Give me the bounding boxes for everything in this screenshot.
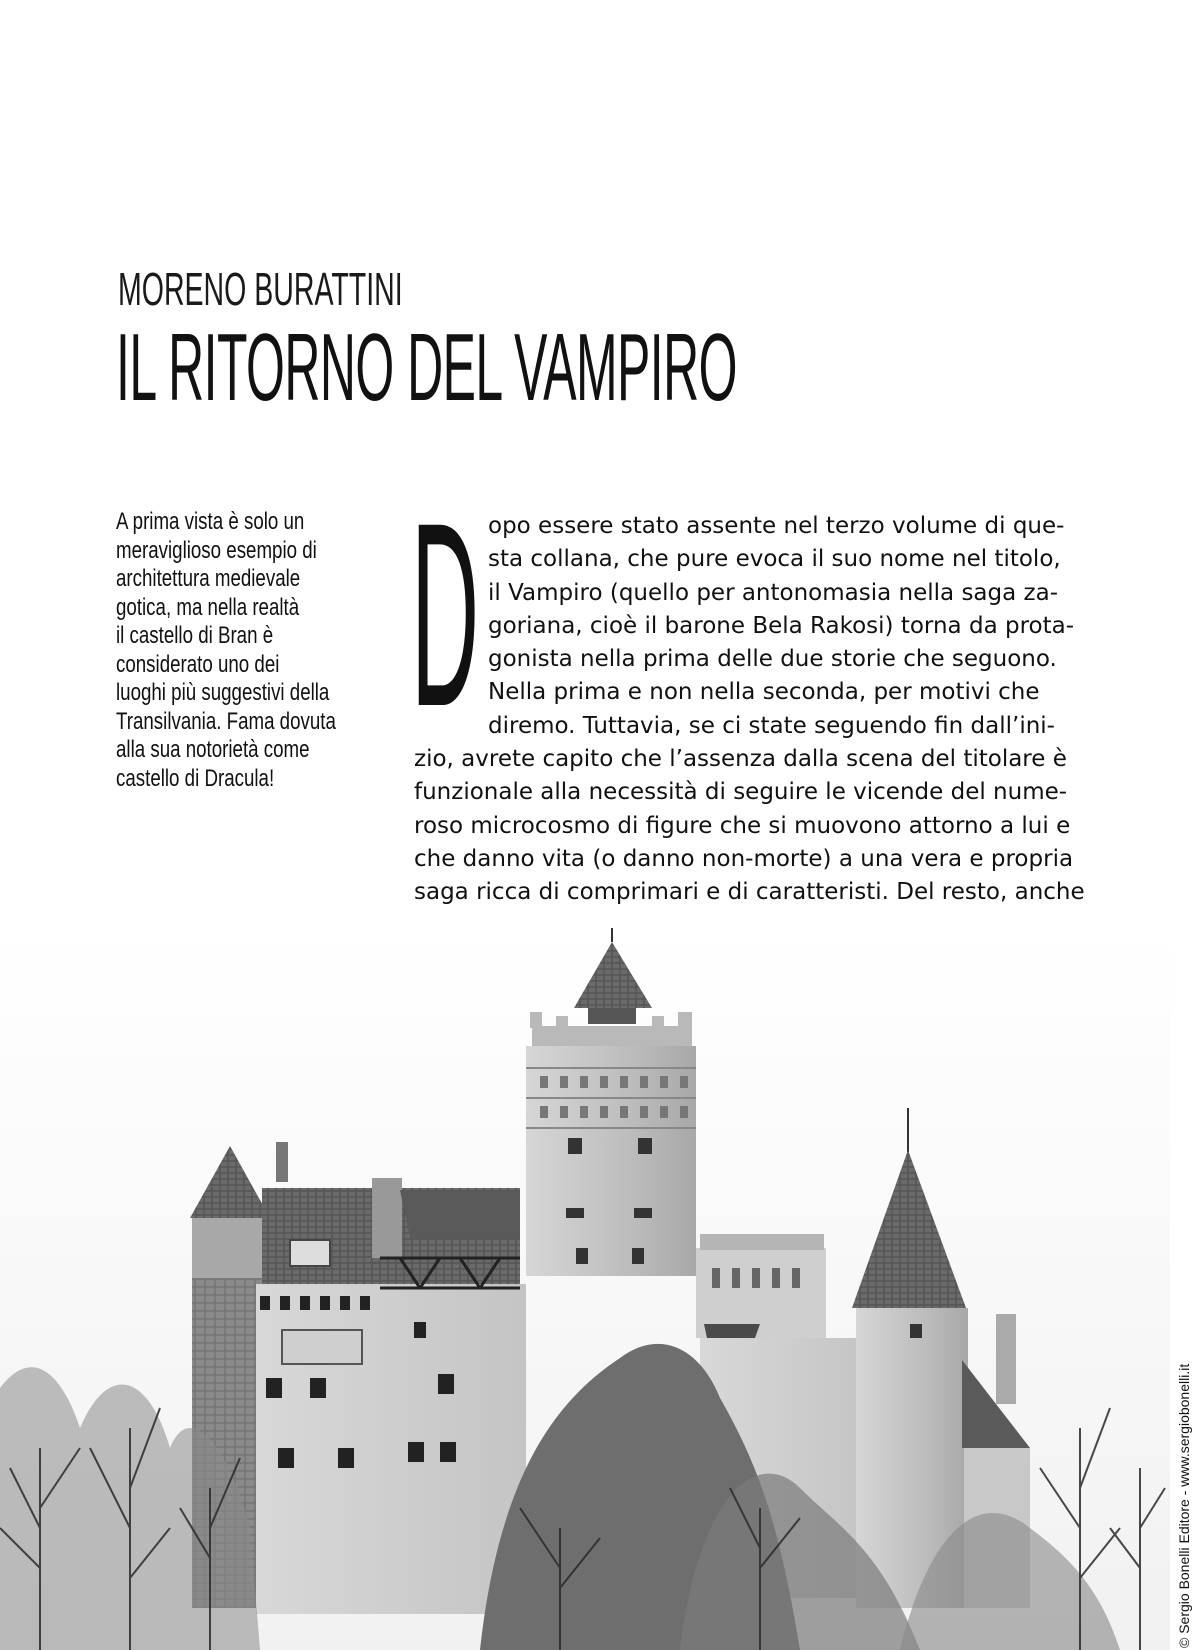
author-name: MORENO BURATTINI [118,263,403,315]
caption-line: A prima vista è solo un [116,508,305,535]
caption-line: Transilvania. Fama dovuta [116,707,336,735]
body-line: gonista nella prima delle due storie che seguono. [488,646,1057,673]
caption-line: architettura medievale [116,565,301,592]
body-line: che danno vita (o danno non-morte) a una vera e propria [414,845,1074,872]
body-line: il Vampiro (quello per antonomasia nella saga za- [488,579,1058,606]
body-line: opo essere stato assente nel terzo volume di que- [488,513,1065,539]
body-line: saga ricca di comprimari e di caratteristi. Del resto, anche [414,879,1085,906]
body-line: roso microcosmo di figure che si muovono attorno a lui e [414,812,1071,839]
castle-photo [0,928,1170,1650]
caption-line: castello di Dracula! [116,764,275,792]
body-line: zio, avrete capito che l’assenza dalla scena del titolare è [414,746,1067,773]
caption-line: considerato uno dei [116,650,280,678]
body-line: diremo. Tuttavia, se ci state seguendo fin dall’ini- [488,712,1055,739]
body-line: Nella prima e non nella seconda, per motivi che [488,679,1040,706]
photo-caption [116,508,376,793]
caption-line: alla sua notorietà come [116,736,310,763]
body-line: sta collana, che pure evoca il suo nome nel titolo, [488,546,1061,573]
caption-line: meraviglioso esempio di [116,536,317,564]
body-line: funzionale alla necessità di seguire le vicende del nume- [414,779,1068,806]
article-title: IL RITORNO DEL VAMPIRO [116,314,737,421]
drop-cap: D [411,468,480,761]
copyright-credit: © Sergio Bonelli Editore - www.sergiobonelli.it [1176,1363,1192,1648]
body-line: goriana, cioè il barone Bela Rakosi) torna da prota- [488,612,1075,639]
caption-line: gotica, ma nella realtà [116,593,300,621]
article-body [414,510,1126,910]
caption-line: il castello di Bran è [116,622,274,649]
caption-line: luoghi più suggestivi della [116,679,330,706]
